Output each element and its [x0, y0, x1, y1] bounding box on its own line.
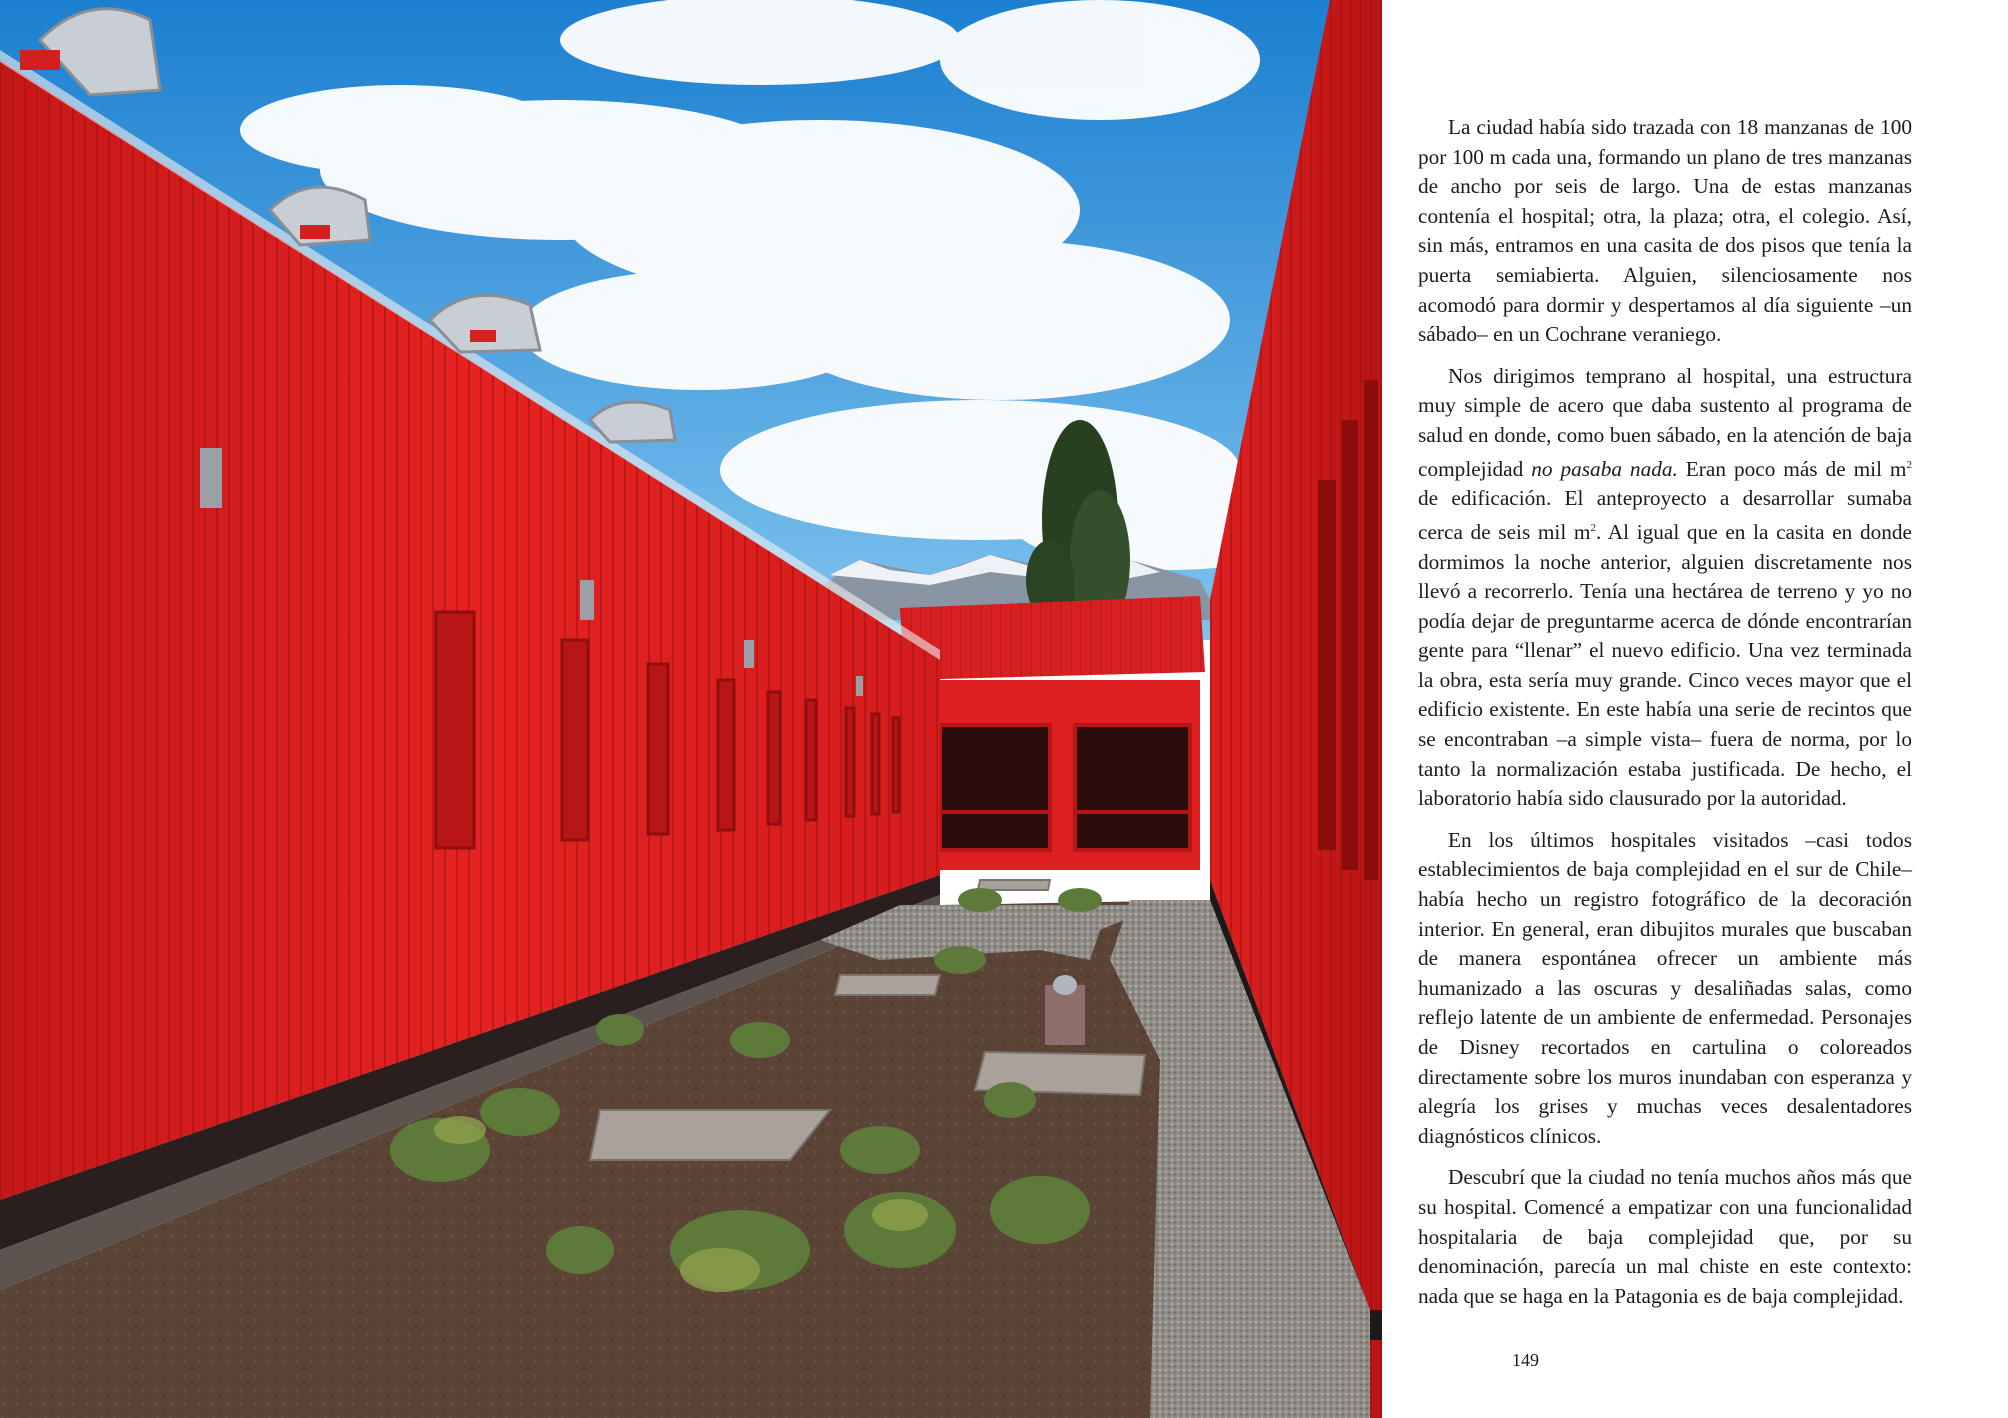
- superscript-2: 2: [1590, 521, 1596, 534]
- paragraph-2-text-c: de edificación. El anteproyecto a desarrollar sumaba cerca de seis mil m: [1418, 486, 1912, 544]
- paragraph-2: [1418, 362, 1912, 814]
- paragraph-3-text: En los últimos hospitales visitados –casi todos establecimientos de baja complejidad en el sur de Chile– había hecho un registro fotográfico de la decoración interior. En general, eran dibujitos murales que buscaban de manera espontánea ofrecer un ambiente más humanizado a las oscuras y desaliñadas salas, como reflejo latente de un ambiente de enfermedad. Personajes de Disney recortados en cartulina o coloreados directamente sobre los muros inundaban con esperanza y alegría los grises y muchas veces desalentadores diagnósticos clínicos.: [1418, 827, 1912, 1148]
- page-number: 149: [1512, 1350, 1539, 1370]
- paragraph-2-text-b: Eran poco más de mil m: [1677, 456, 1907, 481]
- paragraph-4: [1418, 1163, 1912, 1311]
- paragraph-2-text-d: . Al igual que en la casita en donde dormimos la noche anterior, alguien discretamente nos llevó a recorrerlo. Tenía una hectárea de terreno y yo no podía dejar de preguntarme acerca de dónde encontrarían gente para “llenar” el nuevo edificio. Una vez terminada la obra, esta sería muy grande. Cinco veces mayor que el edificio existente. En este había una serie de recintos que se encontraban –a simple vista– fuera de norma, por lo tanto la normalización estaba justificada. De hecho, el laboratorio había sido clausurado por la autoridad.: [1418, 519, 1912, 811]
- paragraph-3: [1418, 826, 1912, 1152]
- paragraph-2-italic-phrase: no pasaba nada.: [1531, 456, 1678, 481]
- superscript-2: 2: [1906, 458, 1912, 471]
- paragraph-2-text-a: Nos dirigimos temprano al hospital, una estructura muy simple de acero que daba sustento al programa de salud en donde, como buen sábado, en la atención de baja complejidad: [1418, 363, 1912, 481]
- paragraph-1: [1418, 113, 1912, 350]
- paragraph-1-text: La ciudad había sido trazada con 18 manzanas de 100 por 100 m cada una, formando un plano de tres manzanas de ancho por seis de largo. Una de estas manzanas contenía el hospital; otra, la plaza; otra, el colegio. Así, sin más, entramos en una casita de dos pisos que tenía la puerta semiabierta. Alguien, silenciosamente nos acomodó para dormir y despertamos al día siguiente –un sábado– en un Cochrane veraniego.: [1418, 115, 1912, 347]
- body-text-column: [1418, 113, 1912, 1323]
- paragraph-4-text: Descubrí que la ciudad no tenía muchos años más que su hospital. Comencé a empatizar con una funcionalidad hospitalaria de baja complejidad que, por su denominación, parecía un mal chiste en este contexto: nada que se haga en la Patagonia es de baja complejidad.: [1418, 1165, 1912, 1308]
